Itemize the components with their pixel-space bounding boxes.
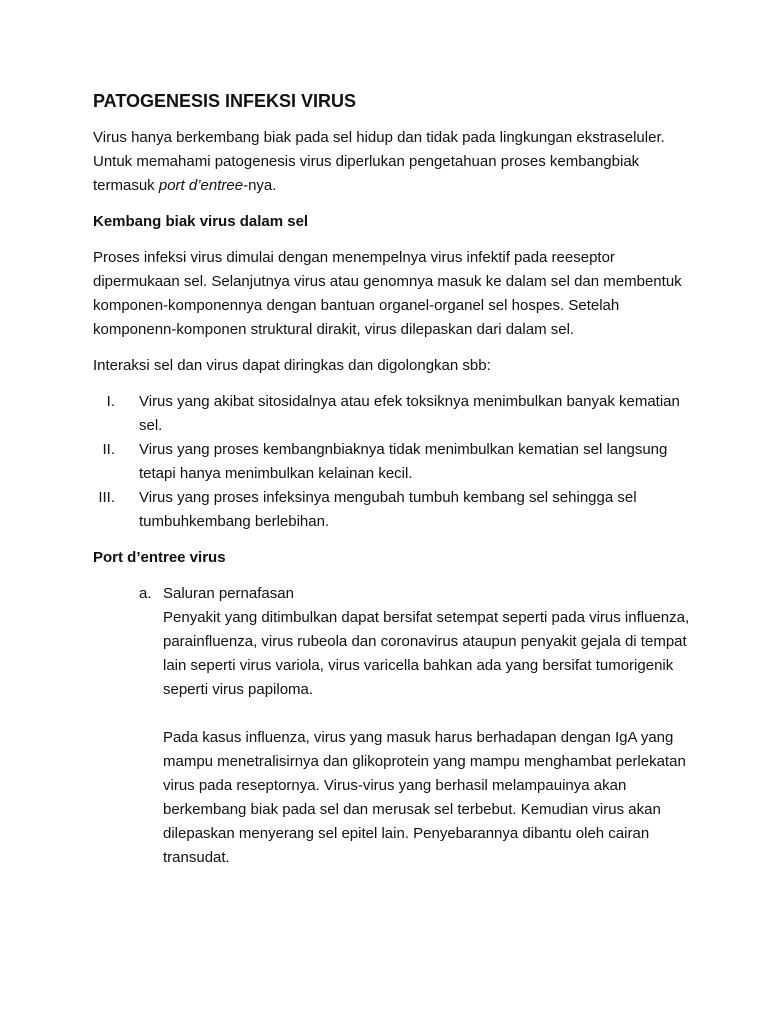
port-dentree-list	[93, 582, 693, 870]
intro-paragraph	[93, 126, 693, 198]
list-item-title: Saluran pernafasan	[163, 585, 294, 602]
section-heading-port-dentree: Port d’entree virus	[93, 549, 226, 566]
list-item-paragraph-1: Penyakit yang ditimbulkan dapat bersifat setempat seperti pada virus influenza, parainfluenza, virus rubeola dan coronavirus ataupun penyakit gejala di tempat lain seperti virus variola, virus varicella bahkan ada yang bersifat tumorigenik seperti virus papiloma.	[163, 609, 690, 698]
list-item-paragraph-2: Pada kasus influenza, virus yang masuk harus berhadapan dengan IgA yang mampu menetralisirnya dan glikoprotein yang mampu menghambat perlekatan virus pada reseptornya. Virus-virus yang berhasil melampauinya akan berkembang biak pada sel dan merusak sel terbebut. Kemudian virus akan dilepaskan menyerang sel epitel lain. Penyebarannya dibantu oleh cairan transudat.	[163, 729, 686, 866]
intro-text-end: -nya.	[243, 177, 277, 194]
section1-paragraph: Proses infeksi virus dimulai dengan menempelnya virus infektif pada reeseptor dipermukaan sel. Selanjutnya virus atau genomnya masuk ke dalam sel dan membentuk komponen-komponennya dengan bantuan organel-organel sel hospes. Setelah komponenn-komponen struktural dirakit, virus dilepaskan dari dalam sel.	[93, 249, 682, 338]
list-item	[93, 390, 693, 438]
section-heading-kembang-biak: Kembang biak virus dalam sel	[93, 213, 309, 230]
list-item-number: II.	[102, 441, 115, 458]
list-item-text: Virus yang proses kembangnbiaknya tidak menimbulkan kematian sel langsung tetapi hanya menimbulkan kelainan kecil.	[139, 441, 668, 482]
document-body	[93, 88, 693, 870]
list-item-text: Virus yang akibat sitosidalnya atau efek toksiknya menimbulkan banyak kematian sel.	[139, 393, 680, 434]
document-title: PATOGENESIS INFEKSI VIRUS	[93, 91, 357, 111]
list-item-number: I.	[106, 393, 115, 410]
intro-text: Virus hanya berkembang biak pada sel hidup dan tidak pada lingkungan ekstraseluler. Untuk memahami patogenesis virus diperlukan pengetahuan proses kembangbiak termasuk	[93, 129, 665, 194]
list-item-letter: a.	[139, 585, 152, 602]
interaction-list	[93, 390, 693, 534]
interaction-paragraph: Interaksi sel dan virus dapat diringkas dan digolongkan sbb:	[93, 357, 491, 374]
list-item-text: Virus yang proses infeksinya mengubah tumbuh kembang sel sehingga sel tumbuhkembang berlebihan.	[139, 489, 637, 530]
intro-italic-term: port d’entree	[158, 177, 244, 194]
list-item-number: III.	[98, 489, 115, 506]
list-item	[93, 438, 693, 486]
list-item	[93, 486, 693, 534]
list-item	[139, 582, 693, 870]
